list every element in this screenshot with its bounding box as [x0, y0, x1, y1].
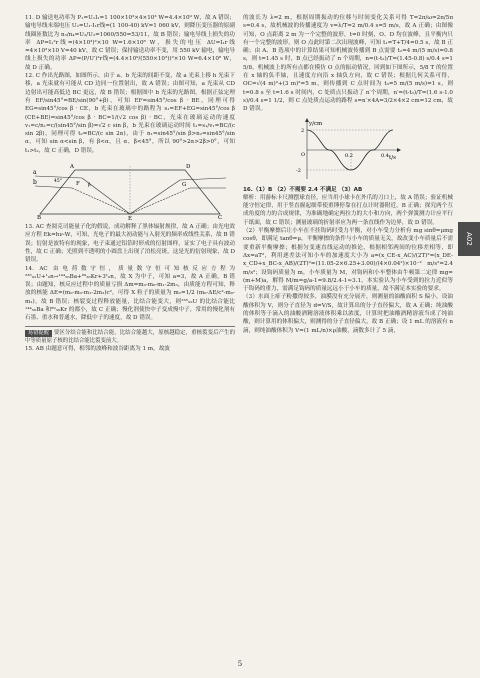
answer-16-heading: 16.（1）B （2）不需要 2.4 不满足 （3）AB: [243, 186, 363, 193]
label-b: b: [33, 179, 37, 187]
label-angle-beta: β: [88, 183, 91, 189]
answer-14: 14. AC 由电荷数守恒，质量数守恒可知核反应方程为 ²³⁵₉₂U+¹₀n→¹⁴⁴₅₆Ba+⁸⁹₃₆Kr+3¹₀n，故 X 为中子，可知 a=3，故 A 正确，B 错误；由题知，核反应过程中的质量亏损 Δm=m₀-m₀-m₁-2m₃，由质能方程可知，释放的核能 ΔE=(m₀-m₀-m₁-2m₃)c²，可得 X 粒子的质量为 m₂=1/2 (m₀-ΔE/c²-m₀-m₁)，故 B 错误；核裂变过程释放能量，比结合能变大，则²³⁵₉₂U 的比结合能比¹⁴⁴₅₆Ba 和⁸⁹₃₆Kr 的都小，故 C 正确；慢化剂使快中子变成慢中子，常用的慢化剂有石墨、重水和普通水，降低中子的速度，故 D 错误。: [25, 265, 235, 322]
label-B: B: [37, 215, 42, 221]
label-D: D: [186, 164, 191, 171]
right-column: [243, 14, 453, 335]
label-A: A: [70, 164, 74, 171]
label-a: a: [33, 169, 37, 177]
side-tab-label: A02: [464, 232, 473, 246]
page-number: 5: [237, 660, 243, 668]
answer-11: 11. D 输送电功率为 P₁=U₁I₁=1 100×10³×4×10³ W=4.4×10⁹ W，故 A 错误；输电导线末端电压 U₂=U₁-I₁r线=(1 100-40) kV=1 060 kV，则降压变压器的原副线圈匝数比为 n₃/n₄=U₂/U₃=1060/550=53/11，故 B 错误；输电导线上损失的功率 ΔP=I₁²r线=(4×10³)²×10 W=1.6×10⁸ W，损失的电压 ΔU=I₁r线=4×10³×10 V=40 kV，故 C 错误；保持输送功率不变，用 550 kV 输电，输电导线上损失的功率 ΔP=(P/U′)²r线=(4.4×10⁹/(550×10³))²×10 W=6.4×10⁸ W，故 D 正确。: [25, 15, 235, 71]
answer-16-part-3: （3）水面上痱子粉撒得较多，油膜没有充分展开，则测量的油酸面积 S 偏小，设油酸体积为 V，则分子直径为 d=V/S，故计算出的分子直径偏大，故 A 正确；纯油酸的体积等于滴入的油酸酒精溶液体积乘以浓度，计算时把油酸酒精溶液当成了纯油酸，则计算用的体积偏大，则测得的分子直径偏大，故 B 正确；设 1 mL 的溶液有 n 滴，则纯油酸体积为 V=(1 mL/n)×ρ油酸，滴数多计了 5 滴，: [243, 294, 453, 334]
label-C: C: [218, 215, 223, 221]
graph-x-tick-1: 0.2: [345, 152, 353, 159]
label-G: G: [182, 182, 187, 189]
tip-box: [25, 326, 235, 345]
left-column: [25, 14, 235, 353]
answer-15-start: 15. AB 由题意可得，相邻的波峰和波谷距离为 1 m，故波: [25, 345, 170, 352]
tip-tag: 易错提醒: [25, 330, 52, 337]
vibration-graph: [293, 117, 403, 183]
answer-16-part-1: 解析：用游标卡尺测摆球直径，应当用小球卡在外爪的刀口上，故 A 错误；验证机械能守恒定律，用于竖直握起细带使重锤停靠在打点计时器附近，B 正确；探究两个互成角度的力的合成规律，为准确地确定两拉力的大小和方向，两个弹簧测力计应平行于纸面，故 C 错误；测量玻璃的折射率应为两一条直线作为边界，故 D 错误。: [243, 194, 453, 226]
graph-ylabel: y/cm: [309, 120, 323, 127]
tip-text: 要区分结合能和比结合能，比结合能越大，原核越稳定，重核裂变后产生的中等质量原子核的比结合能比裂变前大。: [25, 329, 235, 344]
answer-12: 12. C 作出光路图，如图所示。由于 a、b 光束的间距不变，故 a 光束上移 h 光束下移，a 光束就有可能从 CD 边同一位置射出，故 A 错误；由图可知，a 光束从 CD 边射出可能高低边 BC 更远，故 B 错误；根据图中 b 光束的光路图，根据正弦定理有 EF/sin45°=BE/sin(90°+β)，可知 EF=sin45°/cos β · BE，同理可得 EG=sin45°/cos β · CE，b 光束在玻璃中的路程为 s₁=EF+EG=sin45°/cos β (CE+BE)=sin45°/cos β · BC=1/(√2 cos β) · BC，光束在玻璃运动的速度 v₁=c/n₁=c/(sin45°/sin β)=√2 c sin β，b 光束在玻璃运动时间 t₁=s₁/v₁=BC/(c sin 2β)，同理可得 t₂=BC/(c sin 2α)，由于 n₁=sin45°/sin β>n₂=sin45°/sin α，可知 sin α<sin β，有 β<α，且 α、β<45°，所以 90°>2α>2β>0°，可知 t₁>t₂，故 C 正确，D 错误。: [25, 73, 235, 154]
graph-x-tick-2: 0.4: [381, 152, 389, 159]
graph-y-top: 2: [301, 127, 305, 134]
graph-xlabel: t/s: [389, 154, 396, 161]
answer-16-part-2: （2）平衡摩擦后让小车在不挂钩码时受力平衡，对小车受力分析有 mg sinθ=μmg cosθ，即满足 tanθ=μ，平衡摩擦的条件与小车的质量无关，故改变小车质量后不需要重新平衡摩擦；根据匀变速直线运动的推论，根据相邻两间的位移差相等，即 Δx=aT²，利用逐差法可知小车的加速度大小为 a=(x_CE-x_AC)/(2T)²=(x_DE-x_CD+x_BC-x_AB)/(2T)²=(11.05-2×6.25+3.00)/(4×0.04²)×10⁻² m/s²=2.4 m/s²；设钩码质量为 m，小车质量为 M，对钩码和小车整体由牛顿第二定律 mg=(m+M)a，解得 M/m=g/a-1=9.8/2.4-1≈3.1，本实验认为小车受到的拉力近似等于钩码的重力，需满足钩码的质量远远小于小车的质量，故不满足本实验的要求。: [243, 228, 453, 293]
label-E: E: [128, 216, 133, 221]
answer-15-continued: 的波长为 λ=2 m，根据周期振动的位移与时间变化关系可得 T=2π/ω=2π/5π s=0.4 s，故机械波的传播速度为 v=λ/T=2 m/0.4 s=5 m/s，故 A 正确；由图像可知，O 点距离 2 m 为一个完整的波形，t=0 时刻，O、D 均在波峰，且平衡内只有一个完整的波形，则 O 点此时第二次出现波峰，可知 t₁=T+T/4=0.5 s，故 B 正确；由 A、B 选项中的计算结果可知机械波传播到 B 点需要 t₂=4 m/(5 m/s)=0.8 s，则 t=1.45 s 时，B 点已经振动了 n 个周期，n=(t-t₂)/T=(1.45-0.8) s/0.4 s=1 5/8，机械波上的所有点都在模仿 O 点的振动情况，回到如下图所示，5/8 T 的位置在 x 轴的负半轴，且速度方向沿 x 轴负方向，故 C 错误；根据几何关系可得，OC=√(4 m)²+(3 m)²=5 m，则传播到 C 点时间为 t₃=5 m/(5 m/s)=1 s，则 t=0.8 s 至 t=1.6 s 时间内，C 处质点只振动了 n′个周期，n′=(t-t₃)/T=(1.6 s-1.0 s)/0.4 s=1 1/2，则 C 点处质点运动的路程 s=n′×4A=3/2×4×2 cm=12 cm，故 D 错误。: [243, 15, 453, 113]
light-path-diagram: [30, 158, 230, 220]
graph-y-bottom: -2: [296, 167, 301, 174]
label-F: F: [76, 181, 80, 188]
graph-origin: O: [301, 151, 306, 158]
section-side-tab: [458, 222, 480, 256]
label-angle-45: 45°: [54, 179, 62, 185]
answer-13: 13. AC 查阅克司能量子化的假说，成功解释了黑体辐射规律，故 A 正确；由光电效应方程 Ek=hν-W，可知，光电子的最大初动能与入射光的频率成线性关系，故 B 错误；衍射是波特有的现象，电子束通过铝箔时形成的衍射图样，证实了电子具有波动性，故 C 正确；光照到不透明的小圆盘上出现了泊松亮斑，这是光的衍射现象，故 D 错误。: [25, 224, 235, 264]
